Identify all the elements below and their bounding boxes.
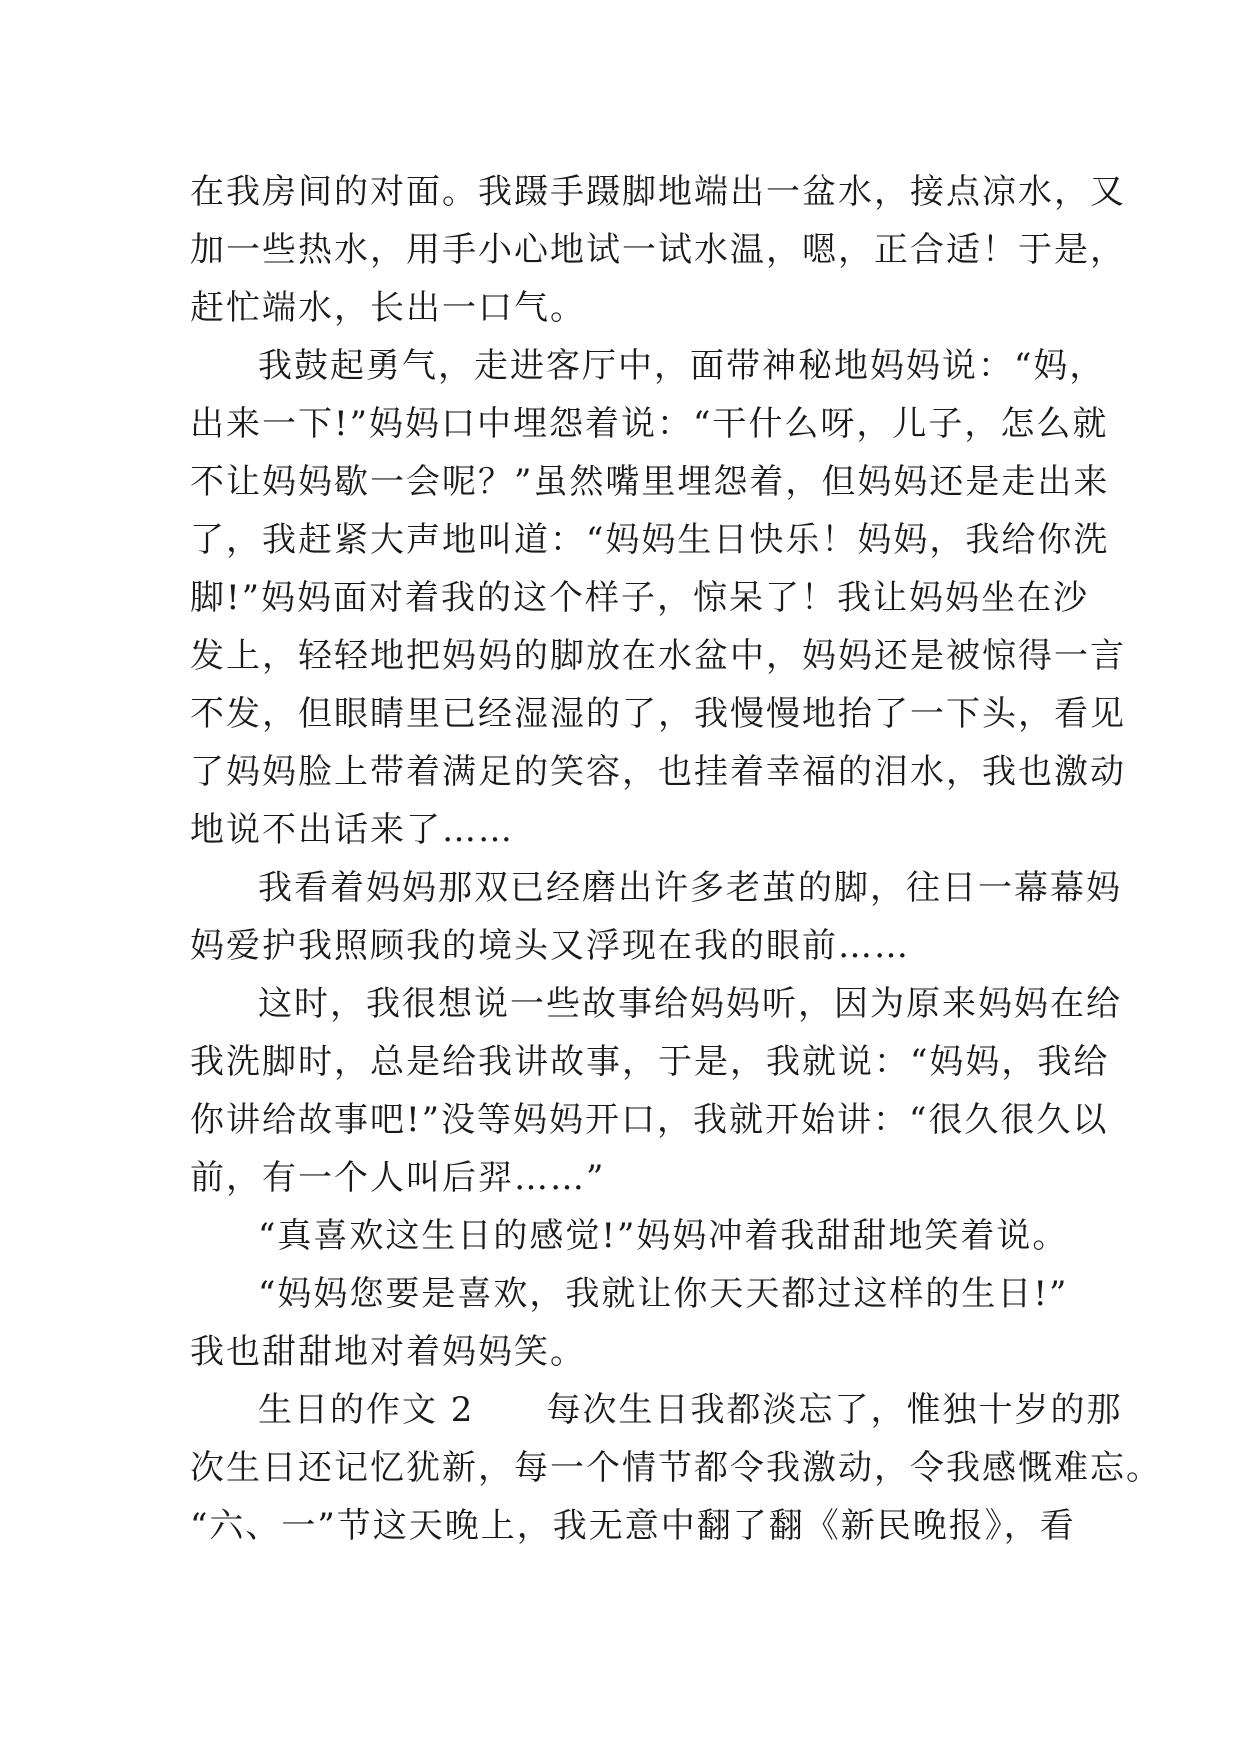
text-line: 了妈妈脸上带着满足的笑容，也挂着幸福的泪水，我也激动 — [190, 752, 1126, 792]
text-line: 我洗脚时，总是给我讲故事，于是，我就说：“妈妈，我给 — [190, 1042, 1110, 1082]
text-line: 地说不出话来了…… — [190, 810, 514, 850]
text-line: 我也甜甜地对着妈妈笑。 — [190, 1332, 586, 1372]
paragraph-start-line: 这时，我很想说一些故事给妈妈听，因为原来妈妈在给 — [258, 984, 1122, 1024]
paragraph-start-line: “妈妈您要是喜欢，我就让你天天都过这样的生日!” — [258, 1274, 1069, 1314]
text-line: 出来一下!”妈妈口中埋怨着说：“干什么呀，儿子，怎么就 — [190, 404, 1109, 444]
text-line: 不让妈妈歇一会呢？”虽然嘴里埋怨着，但妈妈还是走出来 — [190, 462, 1110, 502]
text-line: 在我房间的对面。我蹑手蹑脚地端出一盆水，接点凉水，又 — [190, 172, 1126, 212]
text-line: 赶忙端水，长出一口气。 — [190, 288, 586, 328]
text-line: 脚!”妈妈面对着我的这个样子，惊呆了！我让妈妈坐在沙 — [190, 578, 1090, 618]
text-line: 发上，轻轻地把妈妈的脚放在水盆中，妈妈还是被惊得一言 — [190, 636, 1126, 676]
paragraph-start-line: 我看着妈妈那双已经磨出许多老茧的脚，往日一幕幕妈 — [258, 868, 1122, 908]
text-line: 前，有一个人叫后羿……” — [190, 1158, 606, 1198]
essay-text — [190, 163, 1162, 1555]
paragraph-start-line: 我鼓起勇气，走进客厅中，面带神秘地妈妈说：“妈， — [258, 346, 1106, 386]
text-line: 妈爱护我照顾我的境头又浮现在我的眼前…… — [190, 926, 910, 966]
text-line: 次生日还记忆犹新，每一个情节都令我激动，令我感慨难忘。 — [190, 1448, 1162, 1488]
text-line: 了，我赶紧大声地叫道：“妈妈生日快乐！妈妈，我给你洗 — [190, 520, 1110, 560]
paragraph-start-line: “真喜欢这生日的感觉!”妈妈冲着我甜甜地笑着说。 — [258, 1216, 1069, 1256]
text-line: 不发，但眼睛里已经湿湿的了，我慢慢地抬了一下头，看见 — [190, 694, 1126, 734]
paragraph-start-line: 生日的作文 2 每次生日我都淡忘了，惟独十岁的那 — [258, 1390, 1123, 1430]
text-line: 你讲给故事吧!”没等妈妈开口，我就开始讲：“很久很久以 — [190, 1100, 1109, 1140]
text-line: 加一些热水，用手小心地试一试水温，嗯，正合适！于是， — [190, 230, 1126, 270]
text-line: “六、一”节这天晚上，我无意中翻了翻《新民晚报》，看 — [190, 1506, 1076, 1546]
